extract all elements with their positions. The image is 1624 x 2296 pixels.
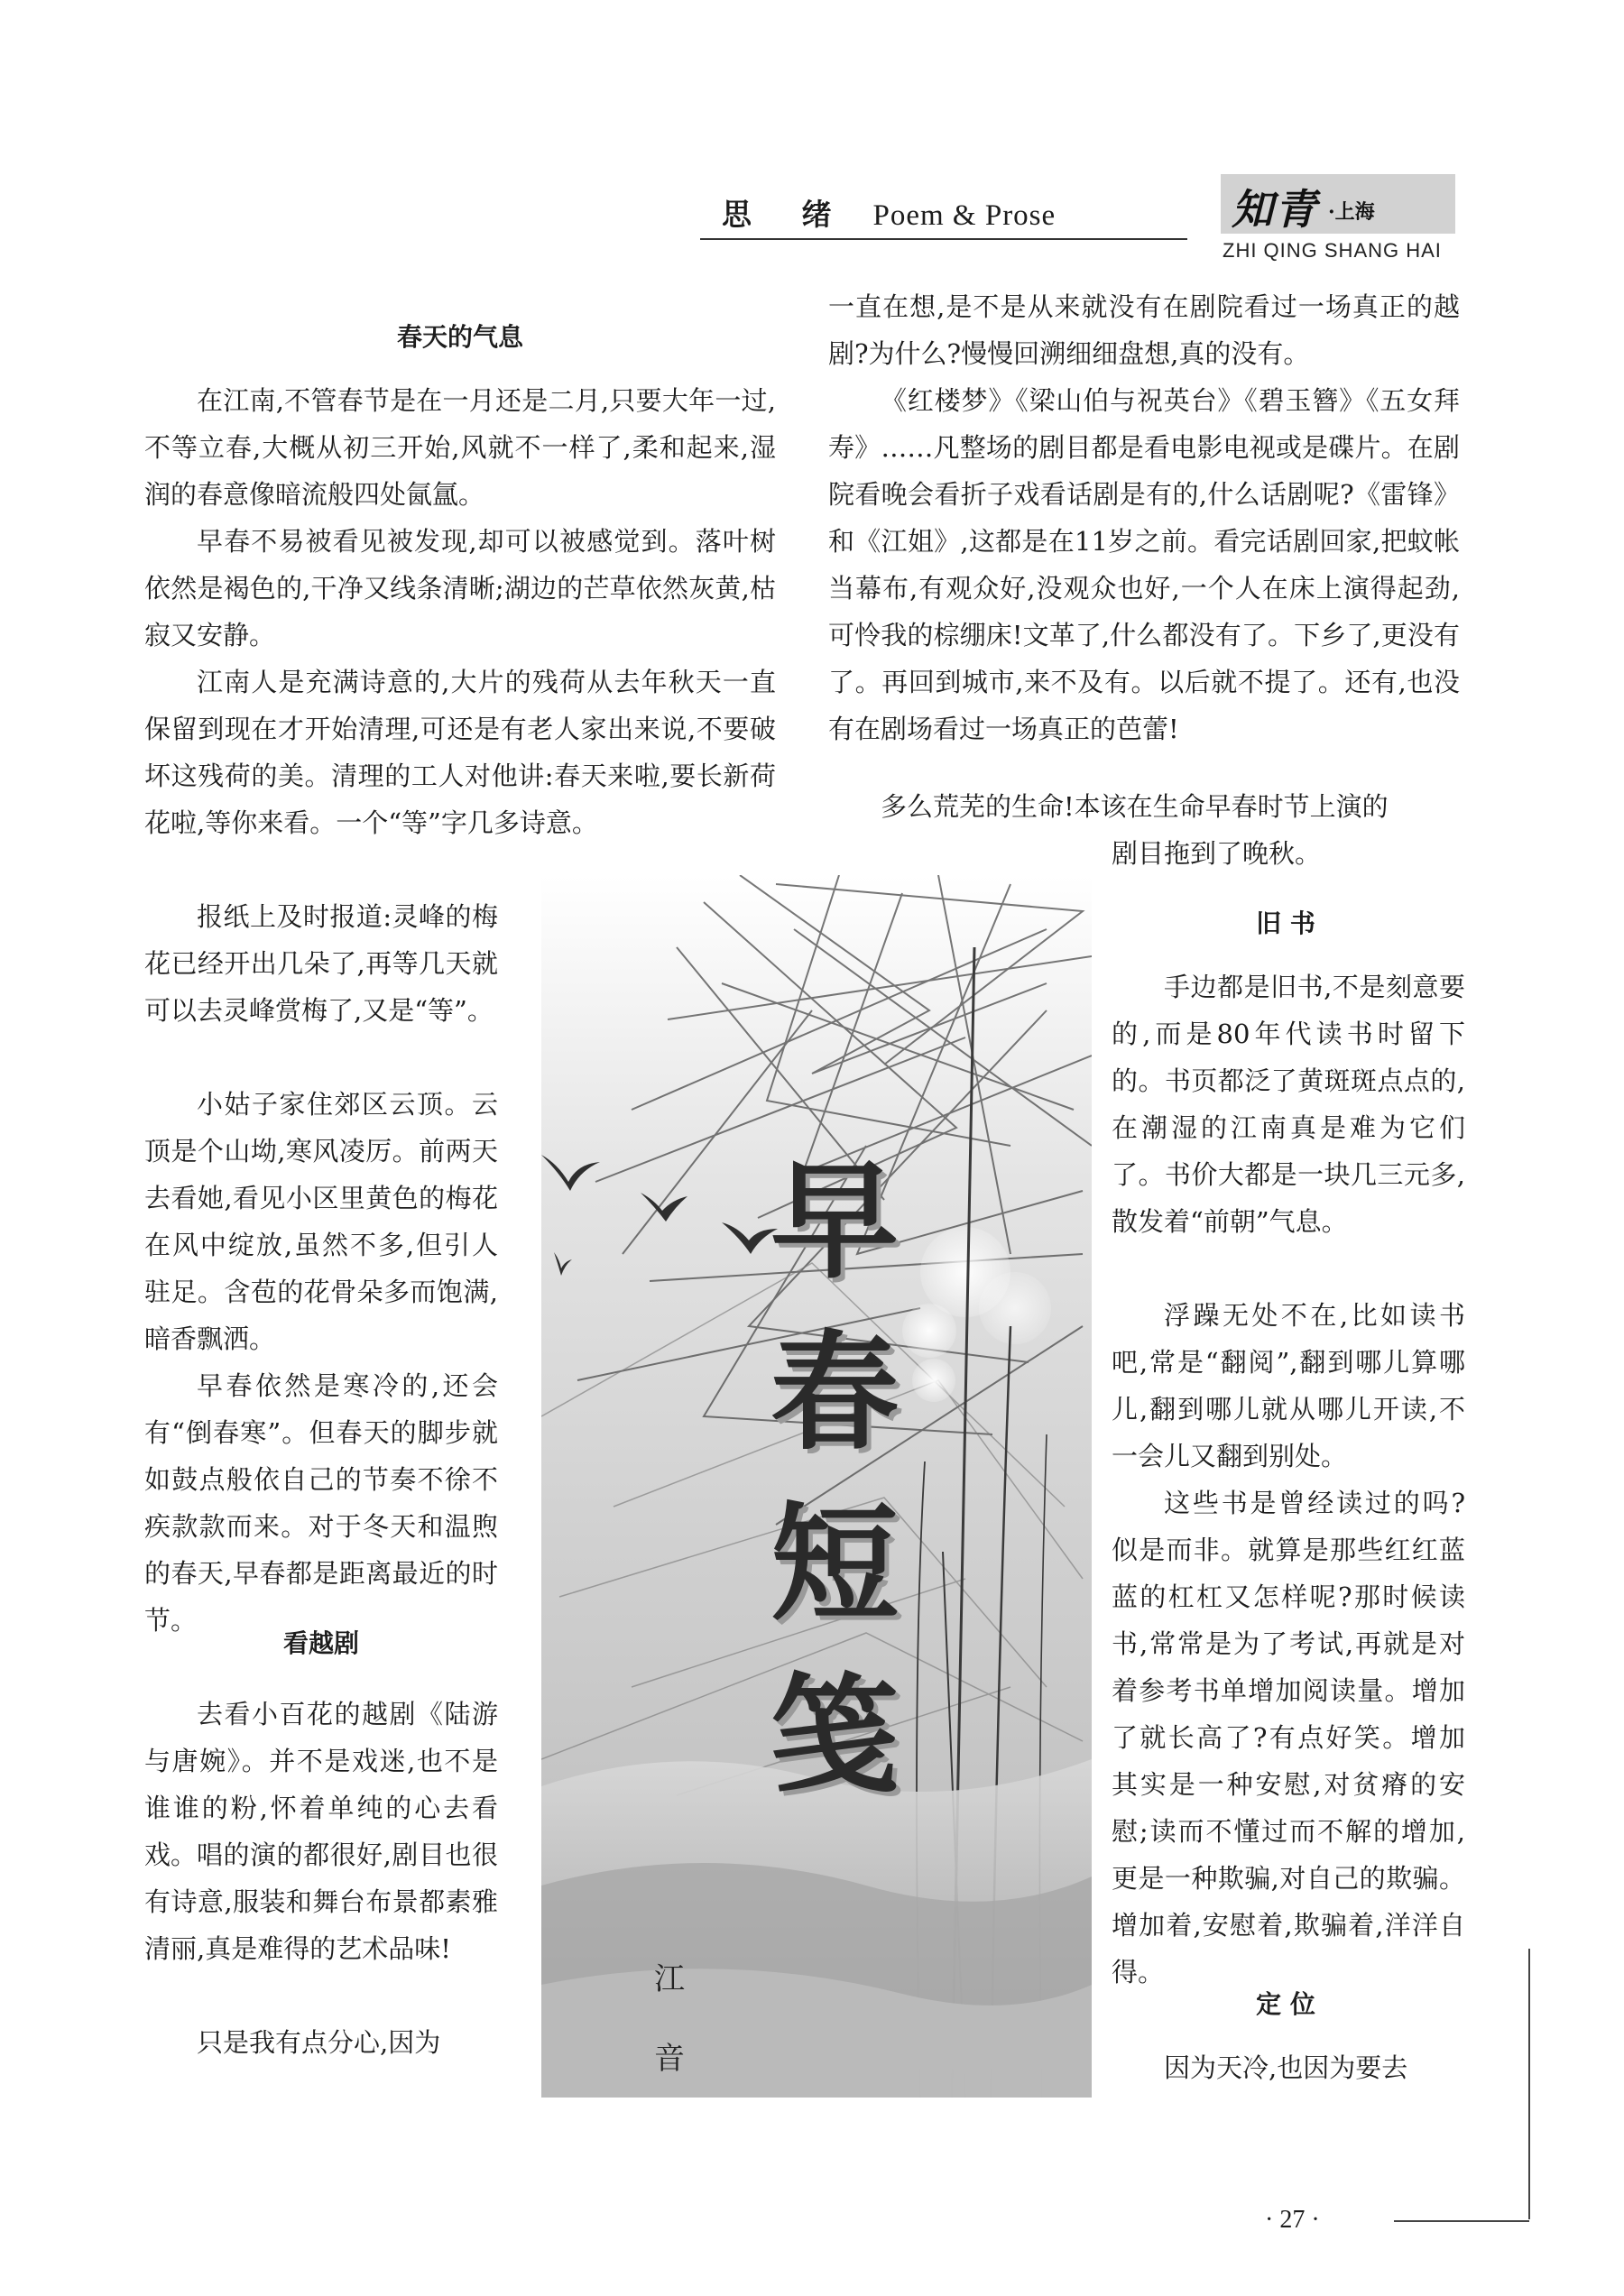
paragraph: 只是我有点分心,因为 — [197, 2027, 441, 2058]
paragraph: 报纸上及时报道:灵峰的梅花已经开出几朵了,再等几天就可以去灵峰赏梅了,又是“等”。 — [144, 901, 498, 1026]
section-header — [722, 191, 1056, 234]
article-title-art — [740, 1137, 929, 1822]
section-title-cn: 思 绪 — [722, 197, 852, 232]
paragraph: 手边都是旧书,不是刻意要的,而是80年代读书时留下的。书页都泛了黄斑斑点点的,在潮湿的江南真是难为它们了。书价大都是一块几三元多,散发着“前朝”气息。 — [1112, 972, 1465, 1237]
title-char: 春 — [770, 1319, 899, 1468]
header-rule — [700, 238, 1187, 240]
brand-logo-sub: ·上海 — [1328, 200, 1375, 224]
brand-logo: 知青 — [1232, 185, 1318, 234]
paragraph: 《红楼梦》《梁山伯与祝英台》《碧玉簪》《五女拜寿》……凡整场的剧目都是看电影电视或是碟片。在剧院看晚会看折子戏看话剧是有的,什么话剧呢?《雷锋》和《江姐》,这都是在11岁之前。看完话剧回家,把蚊帐当幕布,有观众好,没观众也好,一个人在床上演得起劲,可怜我的棕绷床!文革了,什么都没有了。下乡了,更没有了。再回到城市,来不及有。以后就不提了。还有,也没有在剧场看过一场真正的芭蕾! — [828, 385, 1460, 744]
paragraph: 唱的演的都很好,剧目也很有诗意,服装和舞台布景都素雅清丽,真是难得的艺术品味! — [144, 1840, 498, 1964]
title-char: 短 — [770, 1490, 899, 1639]
section-title-spring: 春天的气息 — [396, 322, 523, 352]
paragraph: 多么荒芜的生命!本该在生命早春时节上演的 — [881, 791, 1389, 822]
paragraph: 因为天冷,也因为要去 — [1164, 2052, 1408, 2083]
paragraph: 在江南,不管春节是在一月还是二月,只要大年一过,不等立春,大概从初三开始,风就不一样了,柔和起来,湿润的春意像暗流般四处氤氲。 — [144, 385, 776, 510]
paragraph: 江南人是充满诗意的,大片的残荷从去年秋天一直保留到现在才开始清理,可还是有老人家出来说,不要破坏这残荷的美。清理的工人对他讲:春天来啦,要长新荷花啦,等你来看。一个“等”字几多诗意。 — [144, 667, 776, 838]
paragraph: 去看小百花的越剧《陆游与唐婉》。并不是戏迷,也不是谁谁的粉,怀着单纯的心去看戏。 — [144, 1699, 498, 1870]
margin-rule — [1528, 1949, 1530, 2219]
title-char: 早 — [770, 1148, 899, 1296]
brand-name-en: ZHI QING SHANG HAI — [1223, 239, 1442, 262]
section-title-en: Poem & Prose — [872, 199, 1057, 232]
paragraph: 剧目拖到了晚秋。 — [1112, 838, 1322, 869]
paragraph: 浮躁无处不在,比如读书吧,常是“翻阅”,翻到哪儿算哪儿,翻到哪儿就从哪儿开读,不一会儿又翻到别处。 — [1112, 1300, 1465, 1471]
paragraph: 一直在想,是不是从来就没有在剧院看过一场真正的越剧?为什么?慢慢回溯细细盘想,真的没有。 — [828, 291, 1460, 369]
section-title-oldbooks: 旧 书 — [1256, 908, 1315, 938]
author-char: 江 — [654, 1961, 685, 1997]
author-char: 音 — [654, 2041, 685, 2077]
paragraph: 小姑子家住郊区云顶。云顶是个山坳,寒风凌厉。前两天去看她,看见小区里黄色的梅花在风中绽放,虽然不多,但引人驻足。含苞的花骨朵多而饱满,暗香飘洒。 — [144, 1089, 498, 1354]
section-title-opera: 看越剧 — [282, 1628, 359, 1658]
section-title-position: 定 位 — [1256, 1989, 1315, 2019]
author-name — [651, 1940, 687, 2098]
paragraph: 这些书是曾经读过的吗?似是而非。就算是那些红红蓝蓝的杠杠又怎样呢?那时候读书,常常是为了考试,再就是对着参考书单增加阅读量。增加了就长高了?有点好笑。增加其实是一种安慰,对贫瘠的安慰;读而不懂过而不解的增加,更是一种欺骗,对自己的欺骗。增加着,安慰着,欺骗着,洋洋自得。 — [1112, 1488, 1465, 1987]
paragraph: 早春不易被看见被发现,却可以被感觉到。落叶树依然是褐色的,干净又线条清晰;湖边的芒草依然灰黄,枯寂又安静。 — [144, 526, 776, 650]
title-char: 笺 — [770, 1662, 899, 1811]
paragraph: 早春依然是寒冷的,还会有“倒春寒”。但春天的脚步就如鼓点般依自己的节奏不徐不疾款款而来。对于冬天和温煦的春天,早春都是距离最近的时节。 — [144, 1370, 498, 1636]
page-number: · 27 · — [1265, 2206, 1320, 2234]
footer-rule — [1394, 2220, 1529, 2222]
